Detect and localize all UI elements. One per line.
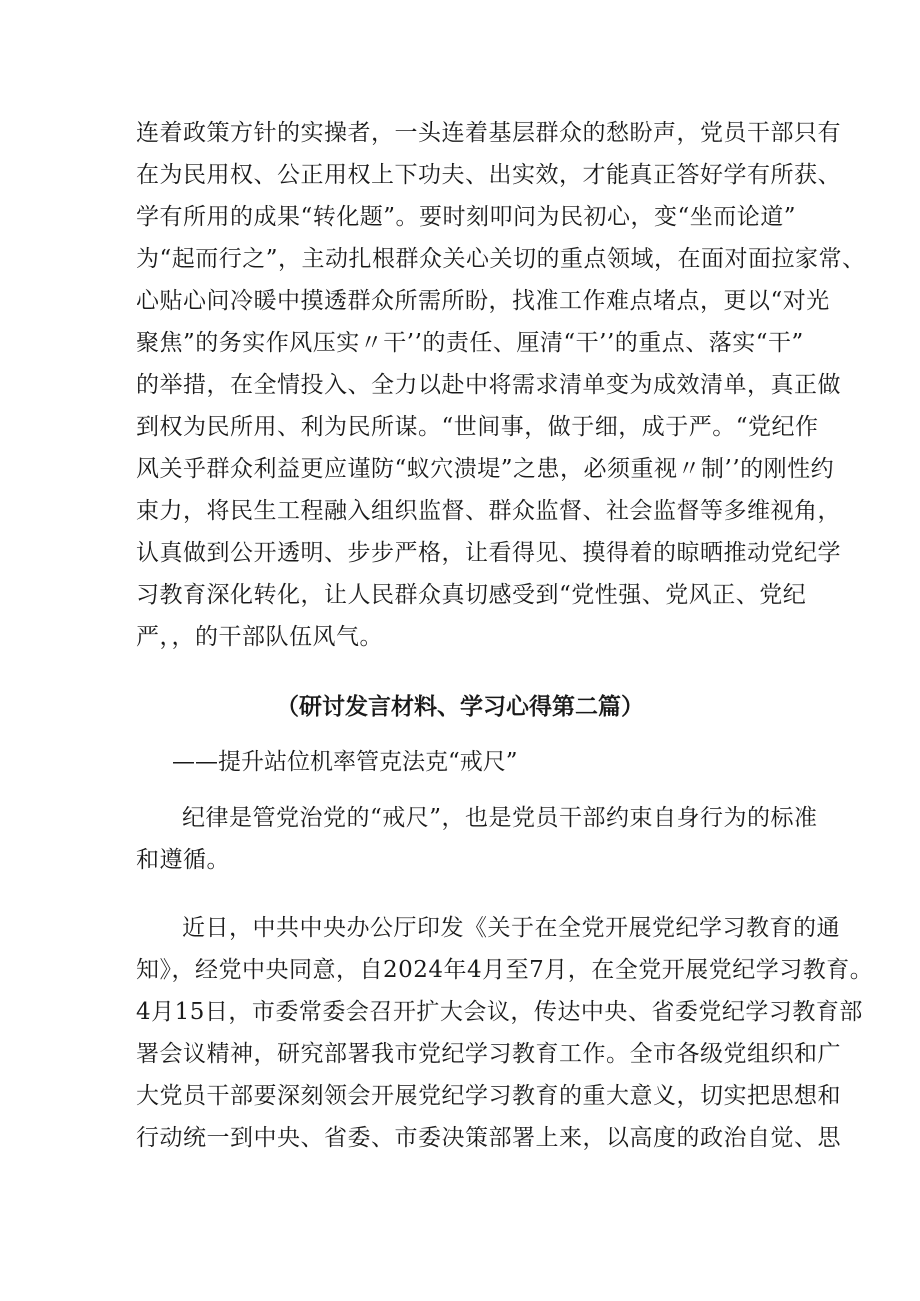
text-line: 风关乎群众利益更应谨防“蚁穴溃堤”之患，必须重视〃制’’的刚性约 (136, 456, 835, 482)
text-line: 知》，经党中央同意，自2024年4月至7月，在全党开展党纪学习教育。 (136, 957, 874, 983)
text-line: 严，，的干部队伍风气。 (136, 624, 383, 650)
text-line: 束力，将民生工程融入组织监督、群众监督、社会监督等多维视角， (136, 498, 841, 524)
text-line: 纪律是管党治党的“戒尺”，也是党员干部约束自身行为的标准 (182, 805, 818, 831)
text-line: 在为民用权、公正用权上下功夫、出实效，才能真正答好学有所获、 (136, 162, 841, 188)
text-line: 习教育深化转化，让人民群众真切感受到“党性强、党风正、党纪 (136, 582, 807, 608)
text-line: 的举措，在全情投入、全力以赴中将需求清单变为成效清单，真正做 (136, 372, 841, 398)
section-heading: （研讨发言材料、学习心得第二篇） (276, 693, 644, 720)
text-line: 和遵循。 (136, 847, 230, 873)
text-line: 大党员干部要深刻领会开展党纪学习教育的重大意义，切实把思想和 (136, 1083, 841, 1109)
text-line: 学有所用的成果“转化题”。要时刻叩问为民初心，变“坐而论道” (136, 204, 797, 230)
text-line: 行动统一到中央、省委、市委决策部署上来，以高度的政治自觉、思 (136, 1125, 841, 1151)
section-subtitle: ——提升站位机率管克法克“戒尺” (172, 749, 518, 775)
text-line: 到权为民所用、利为民所谋。“世间事，做于细，成于严。“党纪作 (136, 414, 819, 440)
text-line: 为“起而行之”，主动扎根群众关心关切的重点领域，在面对面拉家常、 (136, 246, 866, 272)
text-line: 署会议精神，研究部署我市党纪学习教育工作。全市各级党组织和广 (136, 1041, 841, 1067)
text-line: 近日，中共中央办公厅印发《关于在全党开展党纪学习教育的通 (182, 915, 840, 941)
text-line: 连着政策方针的实操者，一头连着基层群众的愁盼声，党员干部只有 (136, 120, 841, 146)
text-line: 认真做到公开透明、步步严格，让看得见、摸得着的晾晒推动党纪学 (136, 540, 841, 566)
text-line: 心贴心问冷暖中摸透群众所需所盼，找准工作难点堵点，更以“对光 (136, 288, 830, 314)
text-line: 4月15日，市委常委会召开扩大会议，传达中央、省委党纪学习教育部 (136, 999, 863, 1025)
text-line: 聚焦”的务实作风压实〃干’’的责任、厘清“干’’的重点、落实“干” (136, 330, 804, 356)
